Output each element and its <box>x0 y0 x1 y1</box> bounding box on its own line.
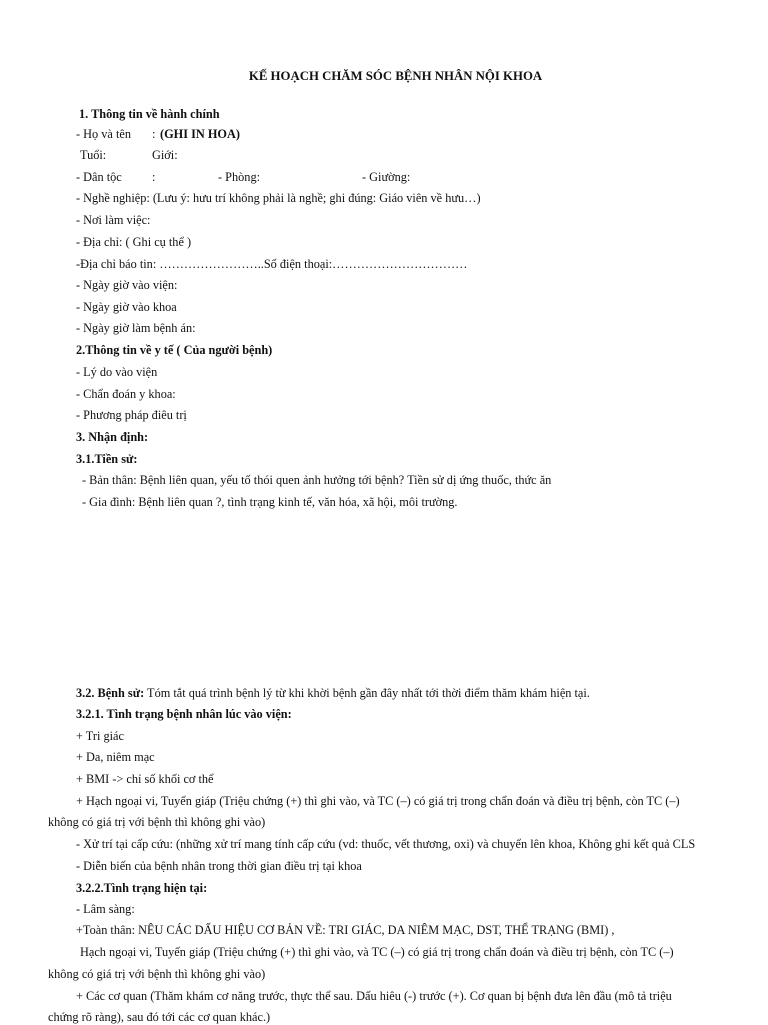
illness-history-line <box>76 685 590 701</box>
admission-status-heading: 3.2.1. Tình trạng bệnh nhân lúc vào viện: <box>76 707 292 721</box>
age-label: Tuổi: <box>80 148 107 162</box>
personal-history-line: - Bản thân: Bệnh liên quan, yếu tố thói quen ảnh hưởng tới bệnh? Tiền sử dị ứng thuốc, thức ăn <box>82 473 552 487</box>
section-3-heading: 3. Nhận định: <box>76 430 149 444</box>
sex-label: Giới: <box>152 148 178 162</box>
family-history-line: - Gia đình: Bệnh liên quan ?, tình trạng kinh tế, văn hóa, xã hội, môi trường. <box>82 495 458 509</box>
consciousness-line: + Tri giác <box>76 729 124 743</box>
lymph-line-1: + Hạch ngoại vi, Tuyến giáp (Triệu chứng (+) thì ghi vào, và TC (–) có giá trị trong chẩn đoán và điều trị bệnh, còn TC (–) <box>76 794 680 808</box>
workplace-line: - Nơi làm việc: <box>76 213 151 227</box>
reason-line: - Lý do vào viện <box>76 365 158 379</box>
address-line: - Địa chỉ: ( Ghi cụ thể ) <box>76 235 192 249</box>
organs-line: + Các cơ quan (Thăm khám cơ năng trước, thực thể sau. Dấu hiêu (-) trước (+). Cơ quan bị bệnh đưa lên đầu (mô tả triệu <box>76 989 672 1003</box>
organs-line-b: chứng rõ ràng), sau đó tới các cơ quan khác.) <box>48 1010 271 1024</box>
lymph-line-2: Hạch ngoại vi, Tuyến giáp (Triệu chứng (+) thì ghi vào, và TC (–) có giá trị trong chẩn đoán và điều trị bệnh, còn TC (–) <box>80 945 674 959</box>
section-1-heading: 1. Thông tin về hành chính <box>79 107 220 121</box>
ethnic-colon: : <box>152 170 156 184</box>
emergency-line: - Xử trí tại cấp cứu: (những xử trí mang tính cấp cứu (vd: thuốc, vết thương, oxi) và chuyển lên khoa, Không ghi kết quả CLS <box>76 837 696 851</box>
name-label: - Họ và tên <box>76 127 131 141</box>
room-label: - Phòng: <box>218 170 261 184</box>
admit-hospital-line: - Ngày giờ vào viện: <box>76 278 178 292</box>
job-line: - Nghề nghiệp: (Lưu ý: hưu trí không phải là nghề; ghi đúng: Giáo viên về hưu…) <box>76 191 481 205</box>
general-exam-line: +Toàn thân: NÊU CÁC DẤU HIỆU CƠ BẢN VỀ: TRI GIÁC, DA NIÊM MẠC, DST, THỂ TRẠNG (BMI) , <box>76 923 615 937</box>
record-time-line: - Ngày giờ làm bệnh án: <box>76 321 196 335</box>
treatment-line: - Phương pháp điêu trị <box>76 408 187 422</box>
diagnosis-line: - Chẩn đoán y khoa: <box>76 387 176 401</box>
bed-label: - Giường: <box>362 170 411 184</box>
lymph-line-1b: không có giá trị với bệnh thì không ghi vào) <box>48 815 266 829</box>
skin-line: + Da, niêm mạc <box>76 750 155 764</box>
admit-ward-line: - Ngày giờ vào khoa <box>76 300 177 314</box>
contact-line: -Địa chỉ báo tin: ……………………..Số điện thoại:…………………………… <box>76 257 468 271</box>
history-heading: 3.1.Tiền sử: <box>76 452 138 466</box>
current-status-heading: 3.2.2.Tình trạng hiện tại: <box>76 881 208 895</box>
name-hint: (GHI IN HOA) <box>160 127 240 141</box>
section-2-heading: 2.Thông tin về y tế ( Của người bệnh) <box>76 343 273 357</box>
illness-history-text: Tóm tắt quá trình bệnh lý từ khi khời bệnh gần đây nhất tới thời điểm thăm khám hiện tại. <box>144 686 590 700</box>
illness-history-heading: 3.2. Bệnh sử: <box>76 686 145 700</box>
page-title: KẾ HOẠCH CHĂM SÓC BỆNH NHÂN NỘI KHOA <box>248 69 543 83</box>
bmi-line: + BMI -> chỉ số khối cơ thể <box>76 772 214 786</box>
ethnic-label: - Dân tộc <box>76 170 122 184</box>
name-colon: : <box>152 127 156 141</box>
clinical-line: - Lâm sàng: <box>76 902 135 916</box>
progress-line: - Diễn biến của bệnh nhân trong thời gian điều trị tại khoa <box>76 859 362 873</box>
lymph-line-2b: không có giá trị với bệnh thì không ghi vào) <box>48 967 266 981</box>
